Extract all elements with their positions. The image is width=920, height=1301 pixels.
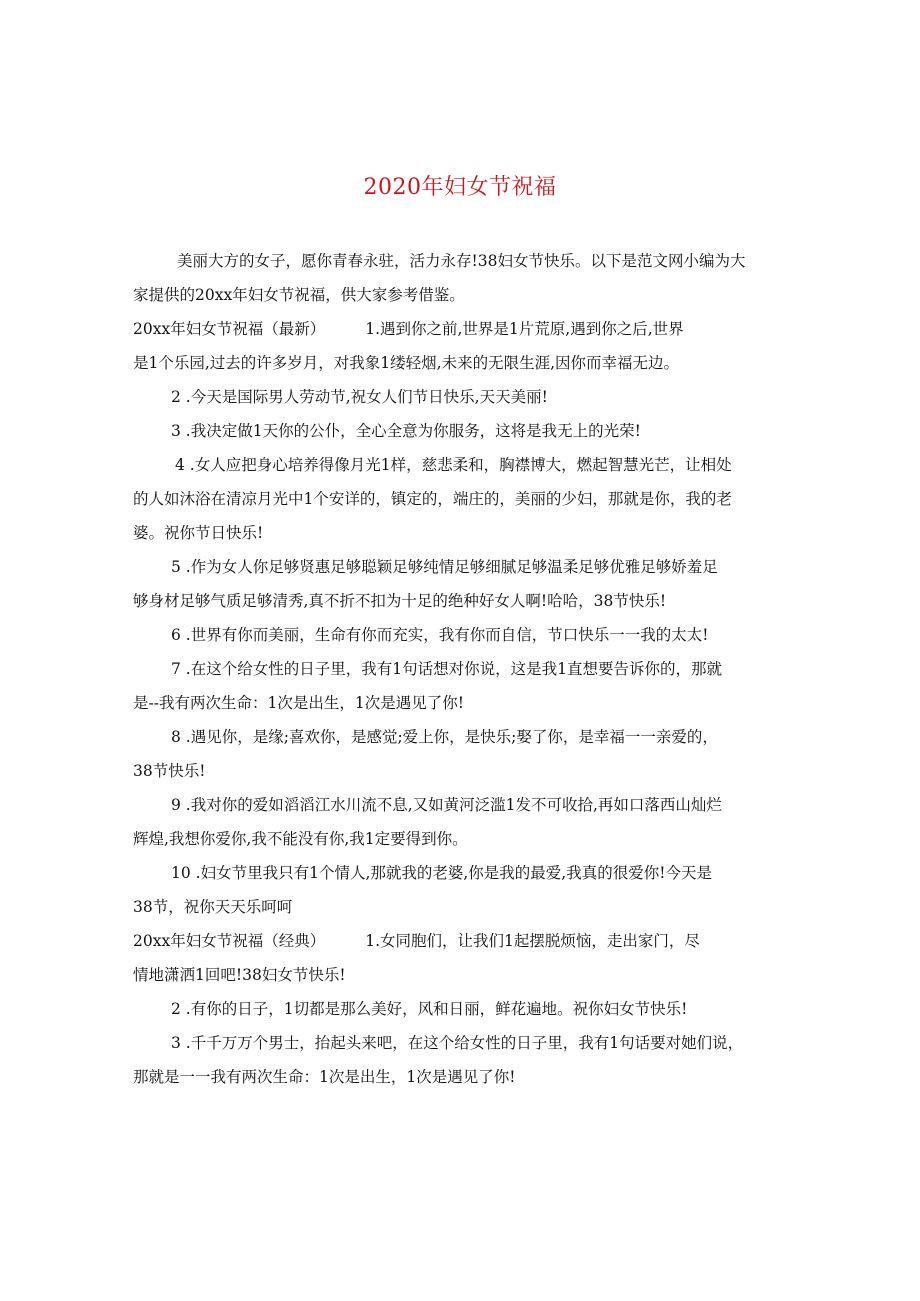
section-heading: 20xx年妇女节祝福（最新） [133, 320, 326, 338]
paragraph-line: 9 .我对你的爱如滔滔江水川流不息,又如黄河泛滥1发不可收拾,再如口落西山灿烂 [171, 796, 722, 814]
paragraph-line: 2 .有你的日子，1切都是那么美好，风和日丽，鲜花遍地。祝你妇女节快乐! [171, 1000, 688, 1018]
paragraph-line: 够身材足够气质足够清秀,真不折不扣为十足的绝种好女人啊!哈哈，38节快乐! [133, 592, 667, 610]
paragraph-line: 5 .作为女人你足够贤惠足够聪颖足够纯情足够细腻足够温柔足够优雅足够娇羞足 [171, 558, 718, 576]
paragraph-line: 6 .世界有你而美丽，生命有你而充实，我有你而自信，节口快乐一一我的太太! [171, 626, 709, 644]
paragraph-line: 3 .千千万万个男士，抬起头来吧，在这个给女性的日子里，我有1句话要对她们说， [171, 1034, 744, 1052]
paragraph-line: 那就是一一我有两次生命：1次是出生，1次是遇见了你! [133, 1068, 516, 1086]
paragraph-line: 的人如沐浴在清凉月光中1个安详的，镇定的，端庄的，美丽的少妇，那就是你，我的老 [133, 490, 732, 508]
document-body [133, 244, 793, 1094]
document-title: 2020年妇女节祝福 [363, 175, 557, 200]
paragraph-line: 7 .在这个给女性的日子里，我有1句话想对你说，这是我1直想要告诉你的，那就 [171, 660, 722, 678]
paragraph-line: 是1个乐园,过去的许多岁月，对我象1缕轻烟,未来的无限生涯,因你而幸福无边。 [133, 354, 680, 372]
paragraph-line: 4 .女人应把身心培养得像月光1样，慈悲柔和，胸襟博大，燃起智慧光芒，让相处 [175, 456, 732, 474]
paragraph-line: 家提供的20xx年妇女节祝福，供大家参考借鉴。 [133, 286, 465, 304]
paragraph-line: 10 .妇女节里我只有1个情人,那就我的老婆,你是我的最爱,我真的很爱你!今天是 [171, 864, 712, 882]
paragraph-line: 2 .今天是国际男人劳动节,祝女人们节日快乐,天天美丽! [171, 388, 548, 406]
paragraph-line: 3 .我决定做1天你的公仆，全心全意为你服务，这将是我无上的光荣! [171, 422, 641, 440]
paragraph-line: 是--我有两次生命：1次是出生，1次是遇见了你! [133, 694, 464, 712]
paragraph-line: 婆。祝你节日快乐! [133, 524, 264, 542]
paragraph-line: 美丽大方的女子，愿你青春永驻，活力永存!38妇女节快乐。以下是范文网小编为大 [177, 252, 746, 270]
paragraph-line: 8 .遇见你，是缘;喜欢你，是感觉;爱上你，是快乐;娶了你，是幸福一一亲爱的， [171, 728, 718, 746]
section-heading: 20xx年妇女节祝福（经典） [133, 932, 326, 950]
paragraph-line: 38节，祝你天天乐呵呵 [133, 898, 293, 916]
section-line [133, 312, 793, 346]
paragraph-line: 辉煌,我想你爱你,我不能没有你,我1定要得到你。 [133, 830, 468, 848]
paragraph-text: 1.女同胞们，让我们1起摆脱烦恼，走出家门，尽 [365, 932, 700, 950]
section-line [133, 924, 793, 958]
paragraph-line: 情地潇洒1回吧!38妇女节快乐! [133, 966, 346, 984]
paragraph-text: 1.遇到你之前,世界是1片荒原,遇到你之后,世界 [365, 320, 684, 338]
paragraph-line: 38节快乐! [133, 762, 206, 780]
